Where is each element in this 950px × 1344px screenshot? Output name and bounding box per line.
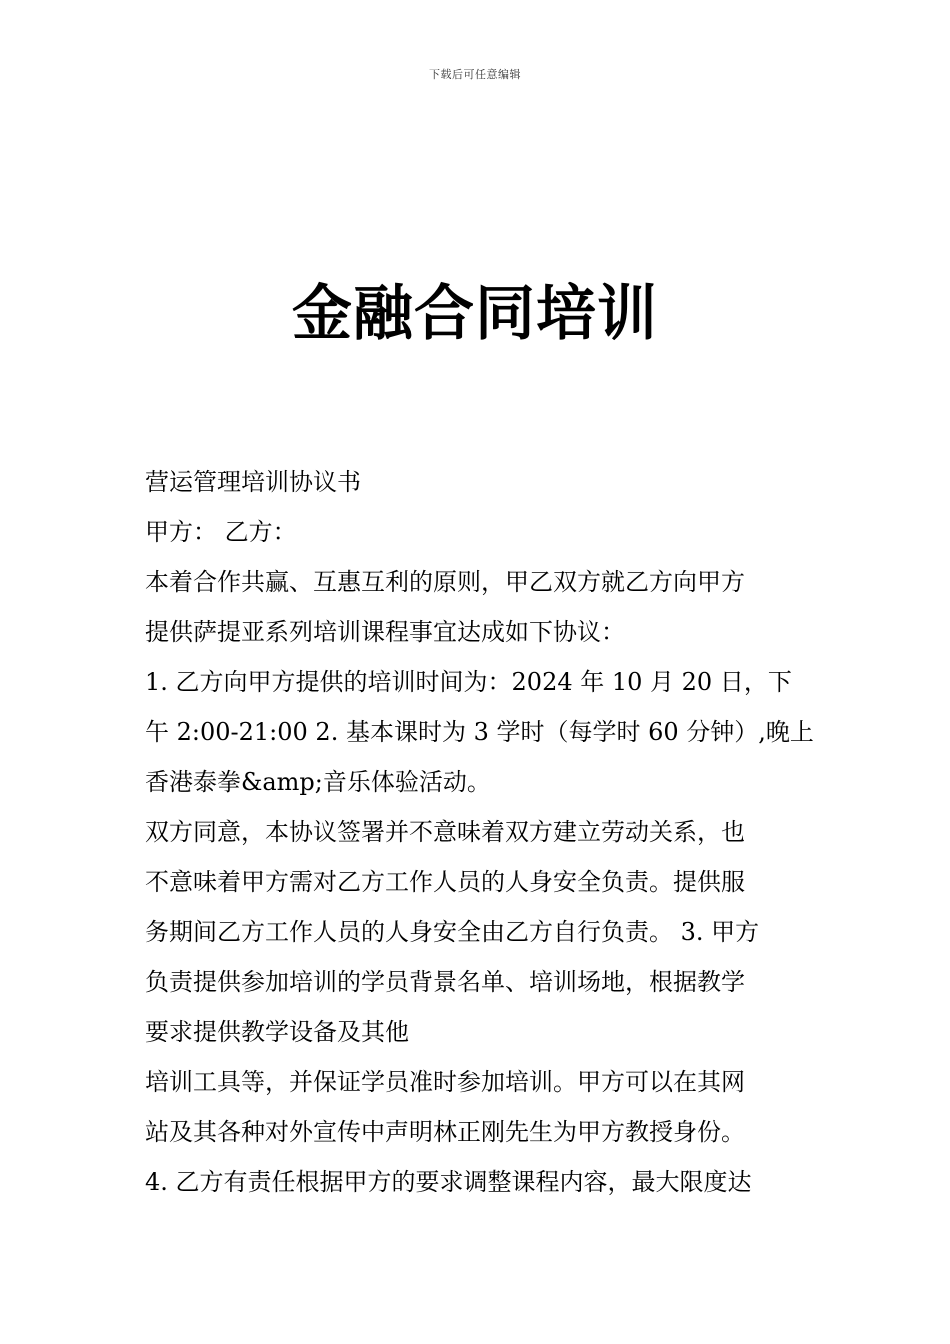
body-line: 要求提供教学设备及其他 (145, 1018, 409, 1046)
body-line: 午 2:00-21:00 2. 基本课时为 3 学时（每学时 60 分钟）,晚上 (145, 718, 814, 746)
body-line: 4. 乙方有责任根据甲方的要求调整课程内容，最大限度达 (145, 1168, 752, 1196)
body-line: 不意味着甲方需对乙方工作人员的人身安全负责。提供服 (145, 868, 745, 896)
body-line: 站及其各种对外宣传中声明林正刚先生为甲方教授身份。 (145, 1118, 745, 1146)
body-line: 1. 乙方向甲方提供的培训时间为：2024 年 10 月 20 日，下 (145, 668, 792, 696)
body-line: 甲方： 乙方： (145, 518, 297, 546)
document-title: 金融合同培训 (292, 279, 658, 349)
body-line: 负责提供参加培训的学员背景名单、培训场地，根据教学 (145, 968, 745, 996)
body-line: 营运管理培训协议书 (145, 468, 361, 496)
body-line: 双方同意，本协议签署并不意味着双方建立劳动关系，也 (145, 818, 745, 846)
body-line: 本着合作共赢、互惠互利的原则，甲乙双方就乙方向甲方 (145, 568, 745, 596)
body-line: 务期间乙方工作人员的人身安全由乙方自行负责。 3. 甲方 (145, 918, 760, 946)
body-line: 培训工具等，并保证学员准时参加培训。甲方可以在其网 (145, 1068, 745, 1096)
header-note: 下载后可任意编辑 (429, 68, 521, 81)
body-line: 香港泰拳&amp;音乐体验活动。 (145, 768, 491, 796)
body-line: 提供萨提亚系列培训课程事宜达成如下协议： (145, 618, 625, 646)
